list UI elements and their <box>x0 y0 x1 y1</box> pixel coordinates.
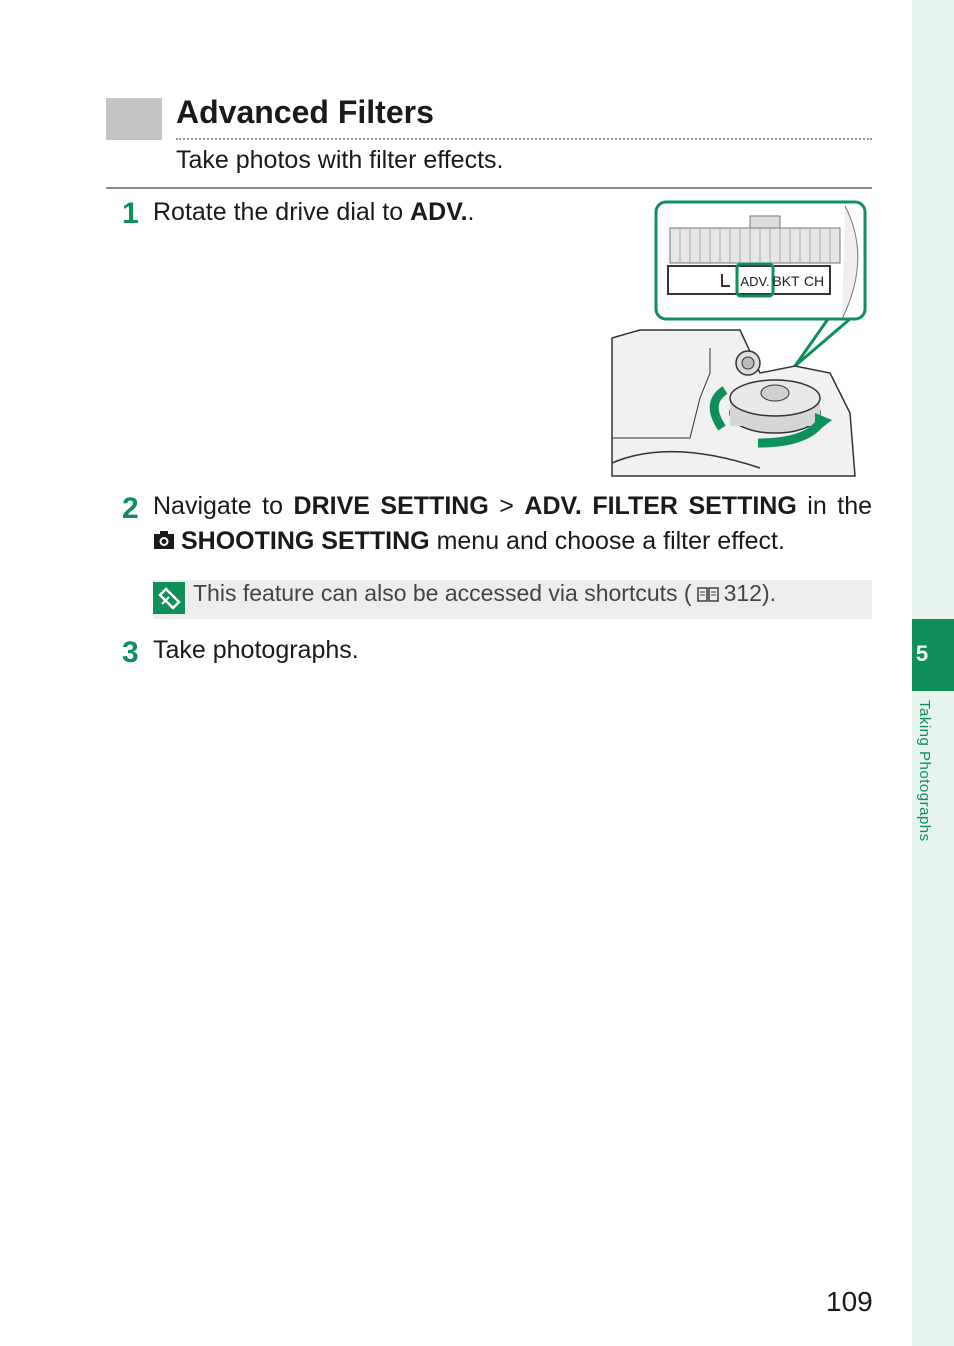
dial-ch-label: CH <box>803 273 825 289</box>
dotted-divider <box>176 138 872 140</box>
chapter-number: 5 <box>915 641 929 666</box>
step-3-text: Take photographs. <box>153 636 359 664</box>
dial-adv-label: ADV. <box>740 274 770 289</box>
book-icon <box>696 585 720 603</box>
step-2-line-1 <box>153 492 872 521</box>
step-1-post: . <box>467 198 475 226</box>
note-icon <box>153 582 185 614</box>
step-2-line-2-post: menu and choose a filter effect. <box>429 527 785 555</box>
step-2-post: in the <box>796 492 873 520</box>
step-2-number: 2 <box>122 492 139 525</box>
note-pre: This feature can also be accessed via shortcuts ( <box>193 580 692 606</box>
step-3-number: 3 <box>122 636 139 669</box>
step-1-text <box>153 198 474 227</box>
step-2-line-2 <box>153 527 785 556</box>
section-rule <box>106 187 872 189</box>
dial-lock-button <box>761 385 789 401</box>
section-title: Advanced Filters <box>176 94 434 130</box>
step-2-pre: Navigate to <box>153 492 294 520</box>
section-marker <box>106 98 162 140</box>
drive-dial-illustration <box>610 198 870 478</box>
callout-pointer <box>795 319 850 366</box>
small-knob-center <box>742 357 754 369</box>
shooting-setting-label: SHOOTING SETTING <box>181 527 430 555</box>
step-1-number: 1 <box>122 197 139 230</box>
section-subtitle: Take photos with filter effects. <box>176 146 504 174</box>
chapter-tab[interactable] <box>912 619 954 691</box>
chapter-title: Taking Photographs <box>916 700 933 842</box>
note-post: ). <box>761 580 777 606</box>
drive-setting-label: DRIVE SETTING <box>293 492 489 520</box>
adv-filter-setting-label: ADV. FILTER SETTING <box>524 492 797 520</box>
step-1-pre: Rotate the drive dial to <box>153 198 411 226</box>
dial-top <box>750 216 780 228</box>
note-text <box>193 580 776 606</box>
dial-knurl <box>670 228 840 263</box>
note-box <box>153 580 872 619</box>
step-1-bold: ADV. <box>410 198 468 226</box>
note-page-ref[interactable]: 312 <box>723 580 762 606</box>
step-2-separator: > <box>488 492 525 520</box>
camera-menu-icon <box>153 530 175 552</box>
dial-bkt-label: BKT <box>772 273 800 289</box>
page-number: 109 <box>826 1286 873 1317</box>
